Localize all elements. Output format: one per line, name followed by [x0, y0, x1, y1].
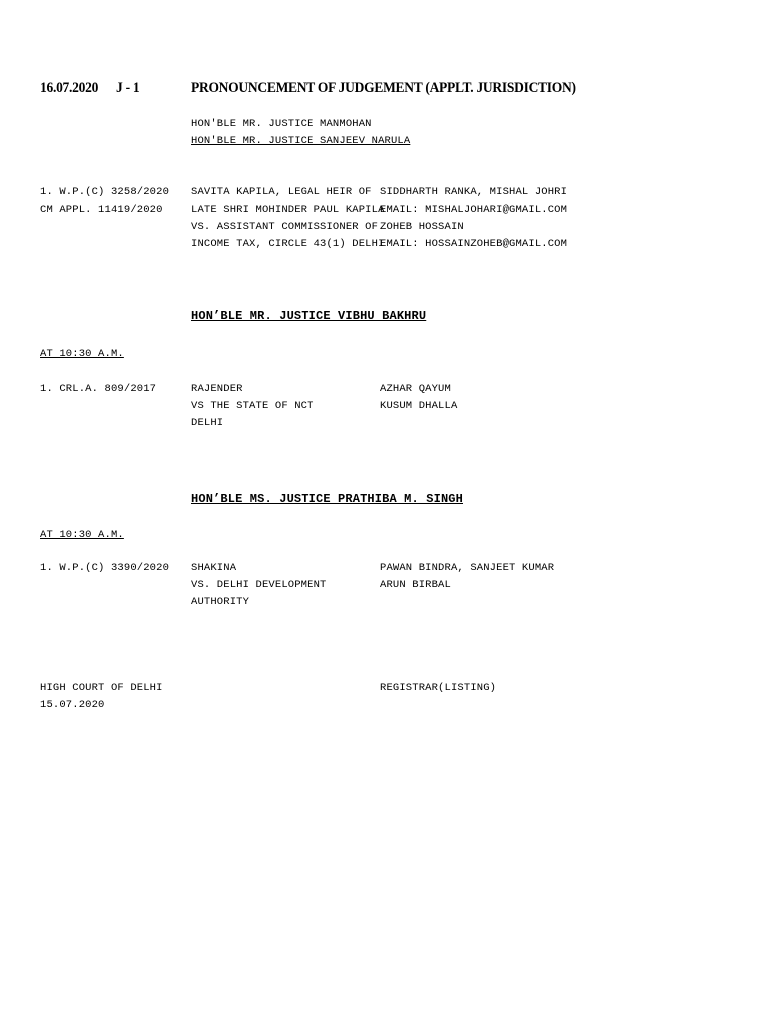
bench1-advocate-line: EMAIL: MISHALJOHARI@GMAIL.COM [380, 204, 568, 216]
bench3-advocate-line: ARUN BIRBAL [380, 579, 451, 591]
bench3-case-no: 1. W.P.(C) 3390/2020 [40, 562, 170, 574]
bench3-party-line: SHAKINA [191, 562, 237, 574]
bench2-party-line: VS THE STATE OF NCT [191, 400, 314, 412]
bench3-time: AT 10:30 A.M. [40, 529, 124, 541]
bench1-judge-2: HON'BLE MR. JUSTICE SANJEEV NARULA [191, 135, 411, 147]
list-date: 16.07.2020 [40, 80, 99, 96]
footer-court-name: HIGH COURT OF DELHI [40, 682, 163, 694]
bench1-case-no: 1. W.P.(C) 3258/2020 [40, 186, 170, 198]
bench2-advocate-line: KUSUM DHALLA [380, 400, 458, 412]
bench1-party-line: VS. ASSISTANT COMMISSIONER OF [191, 221, 379, 233]
bench1-party-line: SAVITA KAPILA, LEGAL HEIR OF [191, 186, 372, 198]
bench3-party-line: VS. DELHI DEVELOPMENT [191, 579, 327, 591]
bench3-advocate-line: PAWAN BINDRA, SANJEET KUMAR [380, 562, 555, 574]
bench1-advocate-line: SIDDHARTH RANKA, MISHAL JOHRI [380, 186, 568, 198]
bench3-party-line: AUTHORITY [191, 596, 250, 608]
court-number: J - 1 [116, 80, 140, 96]
bench2-party-line: RAJENDER [191, 383, 243, 395]
bench1-party-line: LATE SHRI MOHINDER PAUL KAPILA [191, 204, 385, 216]
bench3-judge: HON’BLE MS. JUSTICE PRATHIBA M. SINGH [191, 492, 463, 506]
bench1-judge-1: HON'BLE MR. JUSTICE MANMOHAN [191, 118, 372, 130]
bench2-advocate-line: AZHAR QAYUM [380, 383, 451, 395]
bench1-party-line: INCOME TAX, CIRCLE 43(1) DELHI [191, 238, 385, 250]
footer-date: 15.07.2020 [40, 699, 105, 711]
bench1-advocate-line: EMAIL: HOSSAINZOHEB@GMAIL.COM [380, 238, 568, 250]
footer-registrar: REGISTRAR(LISTING) [380, 682, 497, 694]
bench2-judge: HON’BLE MR. JUSTICE VIBHU BAKHRU [191, 309, 427, 323]
bench2-case-no: 1. CRL.A. 809/2017 [40, 383, 157, 395]
list-title: PRONOUNCEMENT OF JUDGEMENT (APPLT. JURISDICTION) [191, 80, 576, 96]
bench2-party-line: DELHI [191, 417, 224, 429]
bench1-case-appl: CM APPL. 11419/2020 [40, 204, 163, 216]
bench1-advocate-line: ZOHEB HOSSAIN [380, 221, 464, 233]
bench2-time: AT 10:30 A.M. [40, 348, 124, 360]
